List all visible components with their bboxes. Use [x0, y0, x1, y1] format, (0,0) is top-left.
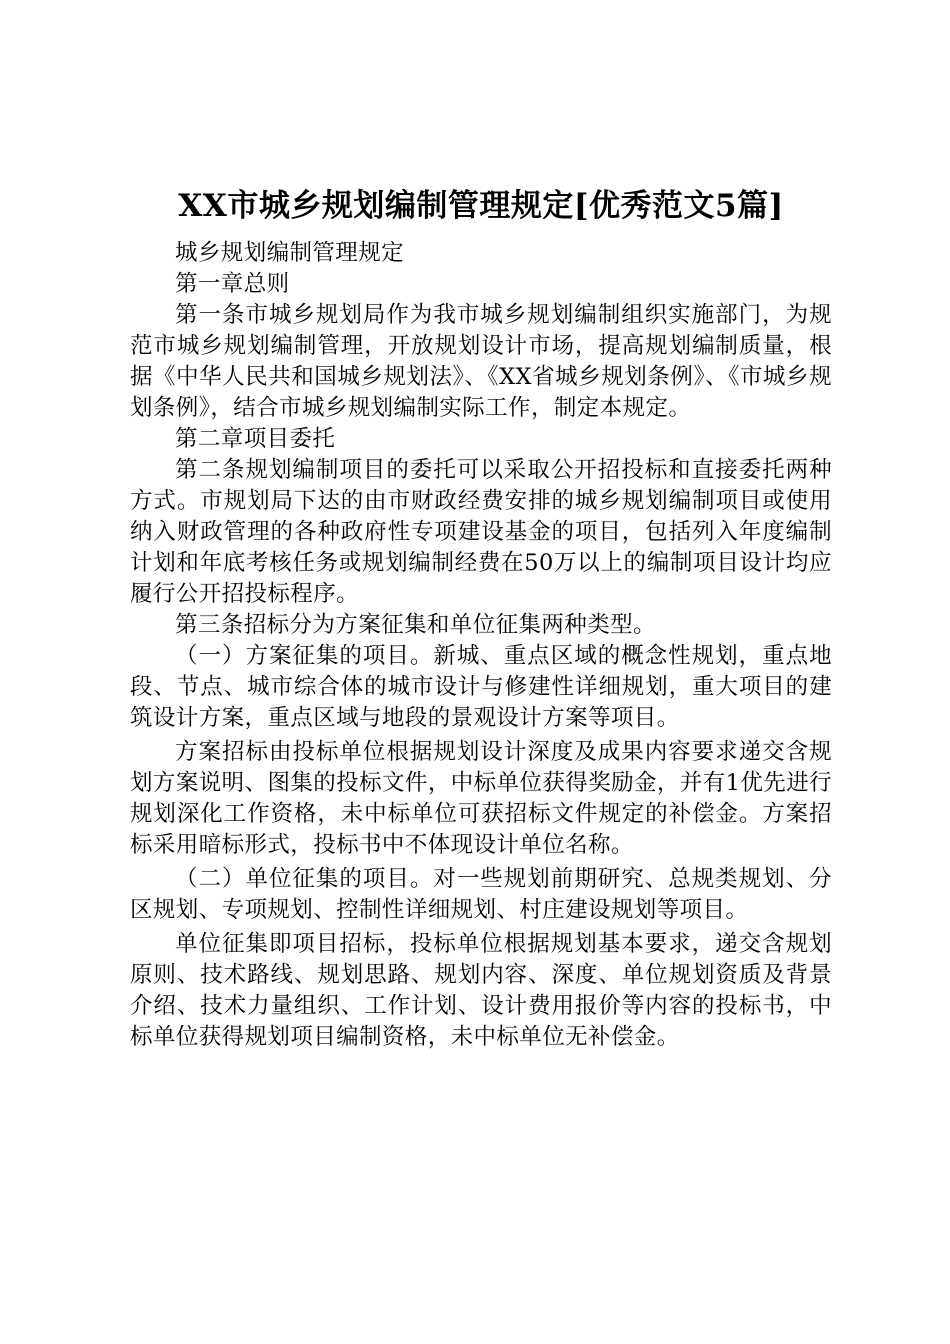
- document-title: XX市城乡规划编制管理规定[优秀范文5篇]: [178, 188, 784, 224]
- paragraph-subtitle: 城乡规划编制管理规定: [175, 240, 405, 266]
- paragraph-article-2: 第二条规划编制项目的委托可以采取公开招投标和直接委托两种方式。市规划局下达的由市财政经费安排的城乡规划编制项目或使用纳入财政管理的各种政府性专项建设基金的项目，包括列入年度编制计划和年底考核任务或规划编制经费在50万以上的编制项目设计均应履行公开招投标程序。: [130, 457, 832, 607]
- document-body: [130, 238, 832, 1053]
- paragraph-chapter-1: 第一章总则: [175, 271, 290, 297]
- paragraph-chapter-2: 第二章项目委托: [175, 426, 336, 452]
- paragraph-unit-bidding: 单位征集即项目招标，投标单位根据规划基本要求，递交含规划原则、技术路线、规划思路、规划内容、深度、单位规划资质及背景介绍、技术力量组织、工作计划、设计费用报价等内容的投标书，中标单位获得规划项目编制资格，未中标单位无补偿金。: [130, 931, 832, 1050]
- paragraph-scheme-bidding: 方案招标由投标单位根据规划设计深度及成果内容要求递交含规划方案说明、图集的投标文件，中标单位获得奖励金，并有1优先进行规划深化工作资格，未中标单位可获招标文件规定的补偿金。方案招标采用暗标形式，投标书中不体现设计单位名称。: [130, 739, 832, 858]
- paragraph-article-3: 第三条招标分为方案征集和单位征集两种类型。: [175, 612, 656, 638]
- paragraph-article-1: 第一条市城乡规划局作为我市城乡规划编制组织实施部门，为规范市城乡规划编制管理，开放规划设计市场，提高规划编制质量，根据《中华人民共和国城乡规划法》、《XX省城乡规划条例》、《市城乡规划条例》，结合市城乡规划编制实际工作，制定本规定。: [130, 302, 832, 421]
- paragraph-item-2: （二）单位征集的项目。对一些规划前期研究、总规类规划、分区规划、专项规划、控制性详细规划、村庄建设规划等项目。: [130, 866, 832, 923]
- paragraph-item-1: （一）方案征集的项目。新城、重点区域的概念性规划，重点地段、节点、城市综合体的城市设计与修建性详细规划，重大项目的建筑设计方案，重点区域与地段的景观设计方案等项目。: [130, 643, 832, 731]
